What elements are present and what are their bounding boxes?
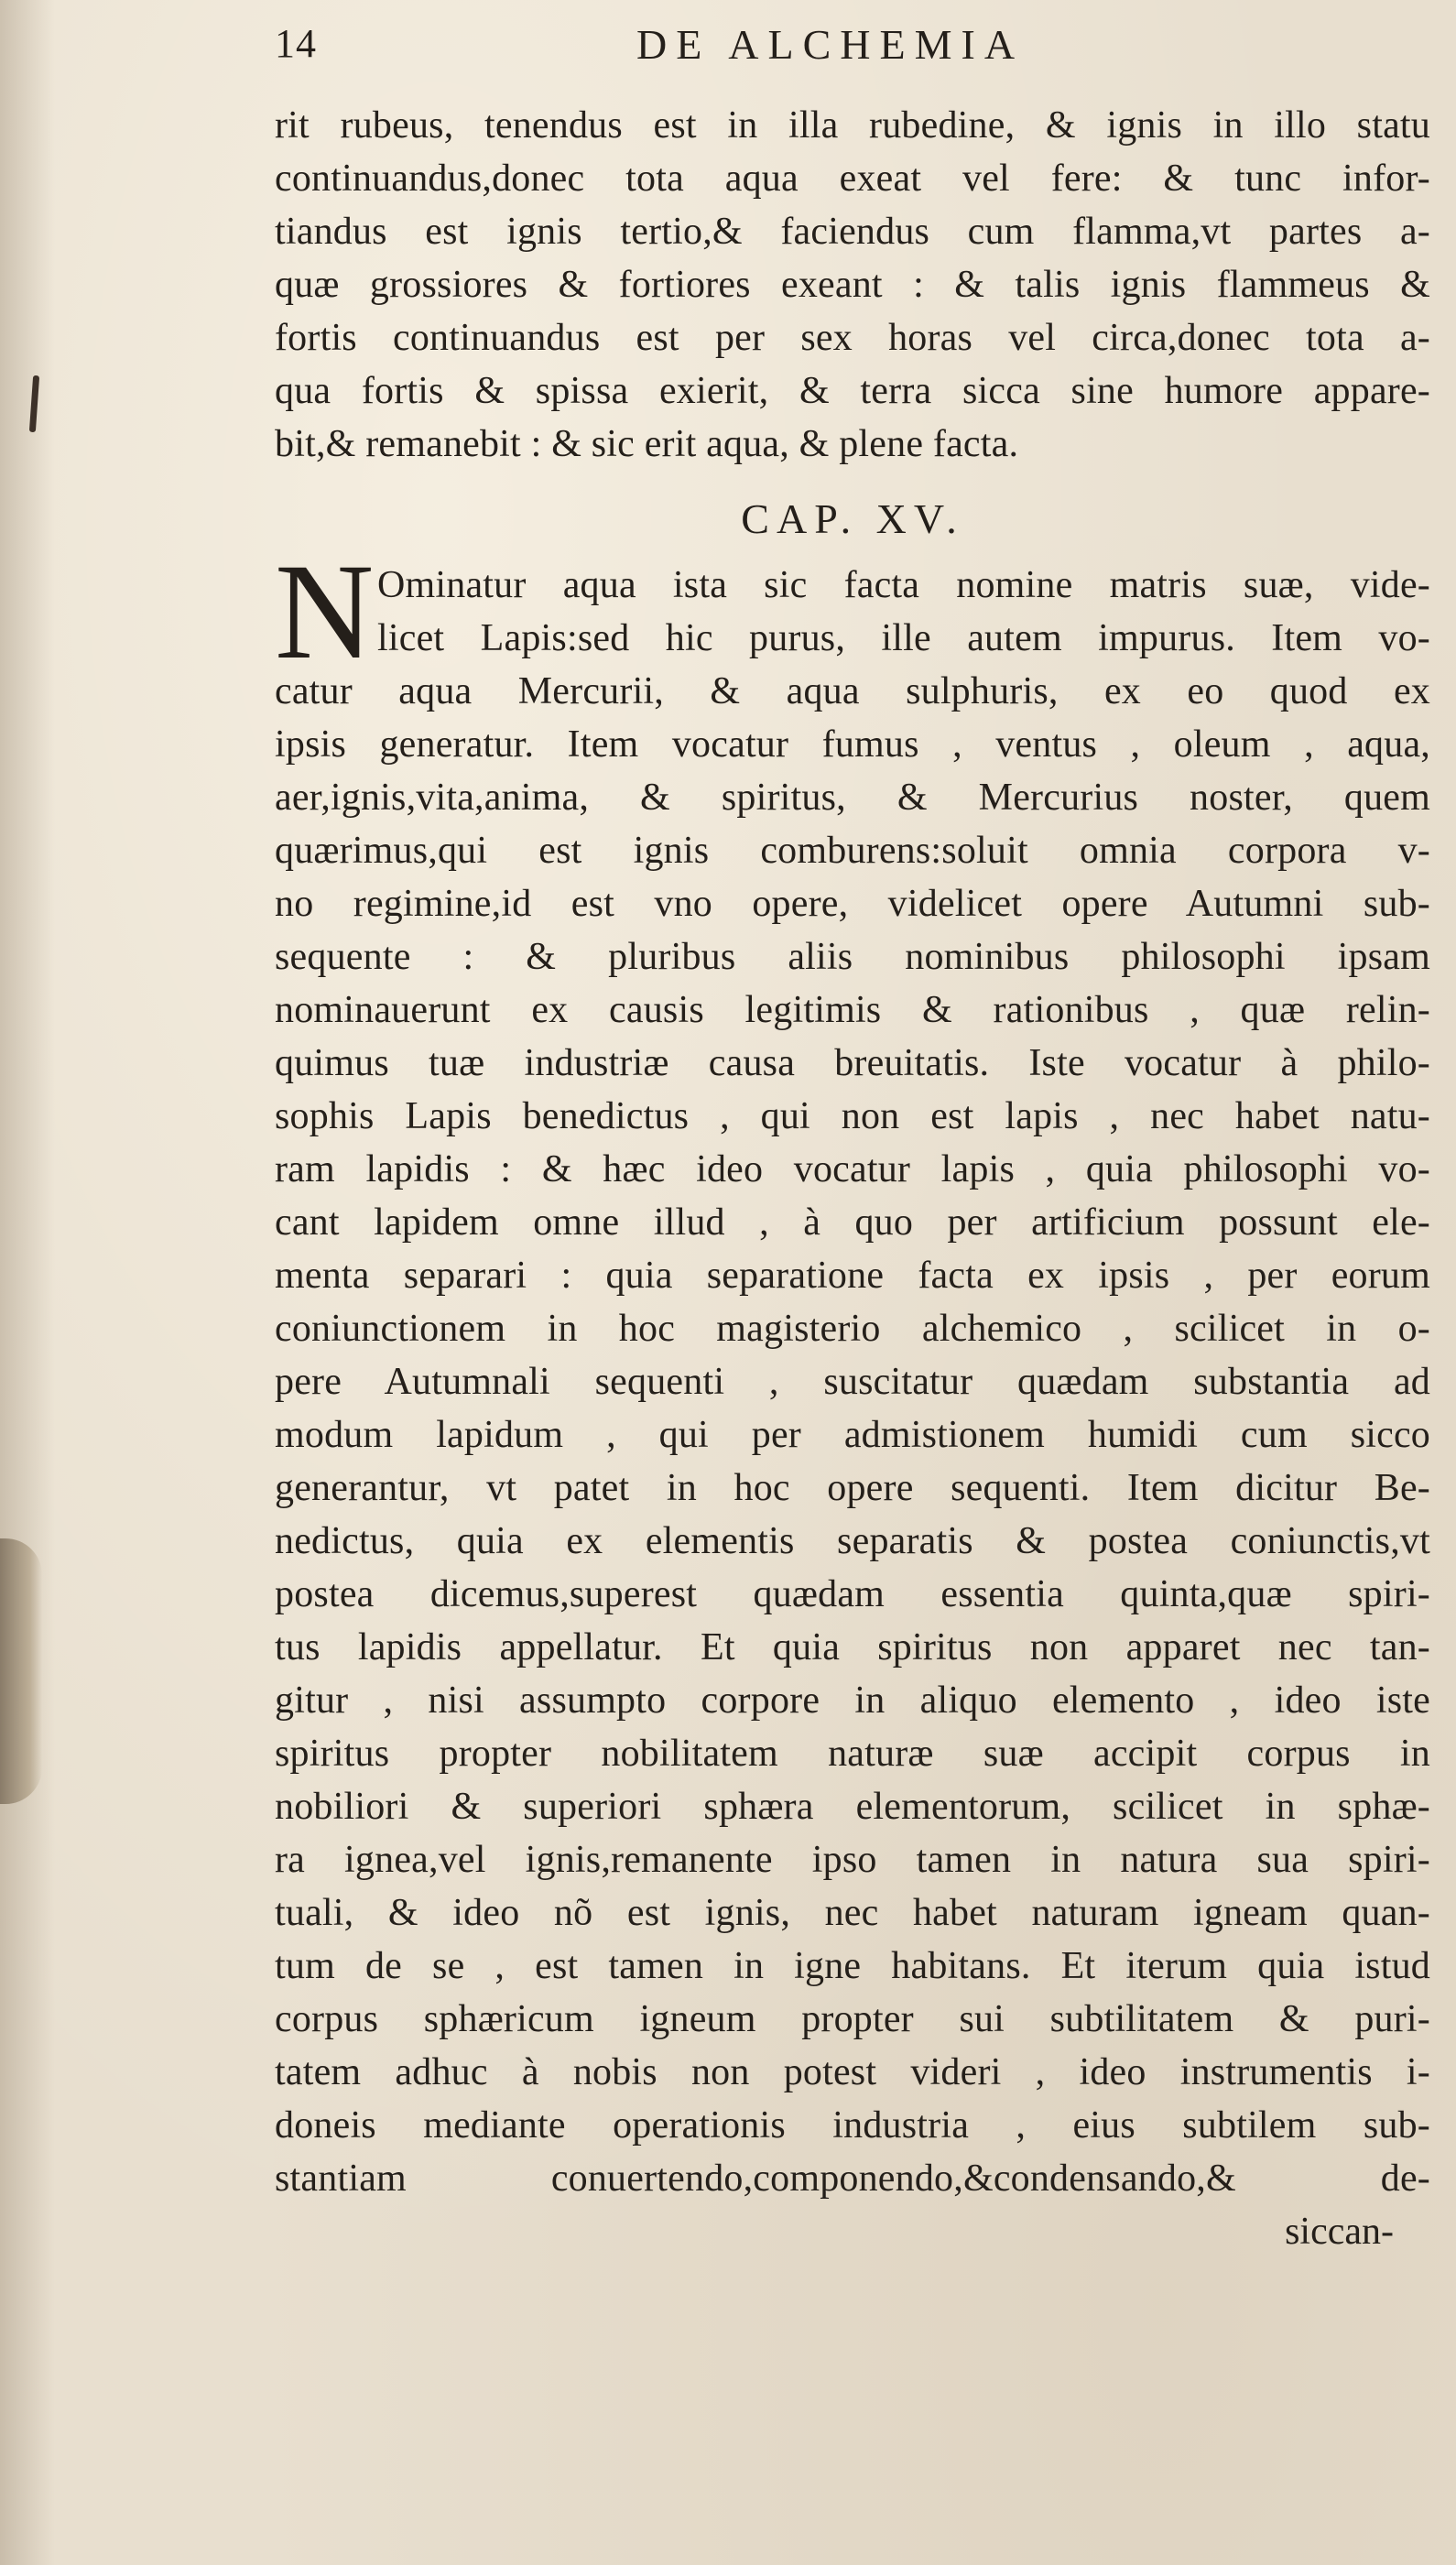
text-line: sequente : & pluribus aliis nominibus philosophi ipsam bbox=[275, 936, 1430, 978]
text-line: aer,ignis,vita,anima, & spiritus, & Mercurius noster, quem bbox=[275, 777, 1430, 819]
text-line: ipsis generatur. Item vocatur fumus , ventus , oleum , aqua, bbox=[275, 723, 1430, 766]
text-line: corpus sphæricum igneum propter sui subtilitatem & puri- bbox=[275, 1998, 1430, 2040]
text-line: quimus tuæ industriæ causa breuitatis. Iste vocatur à philo- bbox=[275, 1042, 1430, 1084]
text-line: coniunctionem in hoc magisterio alchemico , scilicet in o- bbox=[275, 1308, 1430, 1350]
text-line: nobiliori & superiori sphæra elementorum, scilicet in sphæ- bbox=[275, 1786, 1430, 1828]
chapter-heading: CAP. XV. bbox=[741, 495, 964, 542]
text-line: tatem adhuc à nobis non potest videri , ideo instrumentis i- bbox=[275, 2051, 1430, 2093]
text-line: licet Lapis:sed hic purus, ille autem impurus. Item vo- bbox=[377, 617, 1430, 659]
text-line: spiritus propter nobilitatem naturæ suæ accipit corpus in bbox=[275, 1733, 1430, 1775]
text-line: stantiam conuertendo,componendo,&condensando,& de- bbox=[275, 2157, 1430, 2200]
text-line: catur aqua Mercurii, & aqua sulphuris, ex eo quod ex bbox=[275, 670, 1430, 712]
text-line: no regimine,id est vno opere, videlicet opere Autumni sub- bbox=[275, 883, 1430, 925]
text-line: cant lapidem omne illud , à quo per artificium possunt ele- bbox=[275, 1201, 1430, 1244]
text-line: quærimus,qui est ignis comburens:soluit omnia corpora v- bbox=[275, 830, 1430, 872]
text-line: rit rubeus, tenendus est in illa rubedine, & ignis in illo statu bbox=[275, 104, 1430, 147]
text-line: bit,& remanebit : & sic erit aqua, & plene facta. bbox=[275, 423, 1019, 465]
paragraph-1 bbox=[275, 99, 1430, 471]
page-number: 14 bbox=[275, 21, 317, 66]
running-head: DE ALCHEMIA bbox=[636, 21, 1025, 68]
text-line: menta separari : quia separatione facta ex ipsis , per eorum bbox=[275, 1255, 1430, 1297]
text-line: doneis mediante operationis industria , eius subtilem sub- bbox=[275, 2104, 1430, 2147]
text-line: modum lapidum , qui per admistionem humidi cum sicco bbox=[275, 1414, 1430, 1456]
text-line: fortis continuandus est per sex horas vel circa,donec tota a- bbox=[275, 317, 1430, 359]
text-line: generantur, vt patet in hoc opere sequenti. Item dicitur Be- bbox=[275, 1467, 1430, 1509]
drop-cap: N bbox=[275, 536, 375, 688]
paragraph-2 bbox=[275, 536, 1430, 2205]
text-line: nominauerunt ex causis legitimis & rationibus , quæ relin- bbox=[275, 989, 1430, 1031]
text-line: Ominatur aqua ista sic facta nomine matris suæ, vide- bbox=[377, 564, 1430, 606]
text-line: continuandus,donec tota aqua exeat vel fere: & tunc infor- bbox=[275, 158, 1430, 200]
text-line: postea dicemus,superest quædam essentia quinta,quæ spiri- bbox=[275, 1573, 1430, 1615]
page-edge-shadow bbox=[0, 0, 55, 2565]
catchword: siccan- bbox=[1285, 2211, 1394, 2253]
text-line: quæ grossiores & fortiores exeant : & talis ignis flammeus & bbox=[275, 264, 1430, 306]
text-line: sophis Lapis benedictus , qui non est lapis , nec habet natu- bbox=[275, 1095, 1430, 1137]
text-line: tiandus est ignis tertio,& faciendus cum flamma,vt partes a- bbox=[275, 211, 1430, 253]
text-line: gitur , nisi assumpto corpore in aliquo elemento , ideo iste bbox=[275, 1679, 1430, 1722]
text-line: nedictus, quia ex elementis separatis & postea coniunctis,vt bbox=[275, 1520, 1430, 1562]
page-header bbox=[275, 20, 1438, 75]
text-line: tus lapidis appellatur. Et quia spiritus non apparet nec tan- bbox=[275, 1626, 1430, 1668]
text-line: tuali, & ideo nõ est ignis, nec habet naturam igneam quan- bbox=[275, 1892, 1430, 1934]
text-line: ram lapidis : & hæc ideo vocatur lapis , quia philosophi vo- bbox=[275, 1148, 1430, 1190]
text-line: pere Autumnali sequenti , suscitatur quædam substantia ad bbox=[275, 1361, 1430, 1403]
text-line: tum de se , est tamen in igne habitans. Et iterum quia istud bbox=[275, 1945, 1430, 1987]
page-tear bbox=[0, 1538, 42, 1804]
text-line: qua fortis & spissa exierit, & terra sicca sine humore appare- bbox=[275, 370, 1430, 412]
text-line: ra ignea,vel ignis,remanente ipso tamen in natura sua spiri- bbox=[275, 1839, 1430, 1881]
text-block bbox=[275, 99, 1430, 2258]
